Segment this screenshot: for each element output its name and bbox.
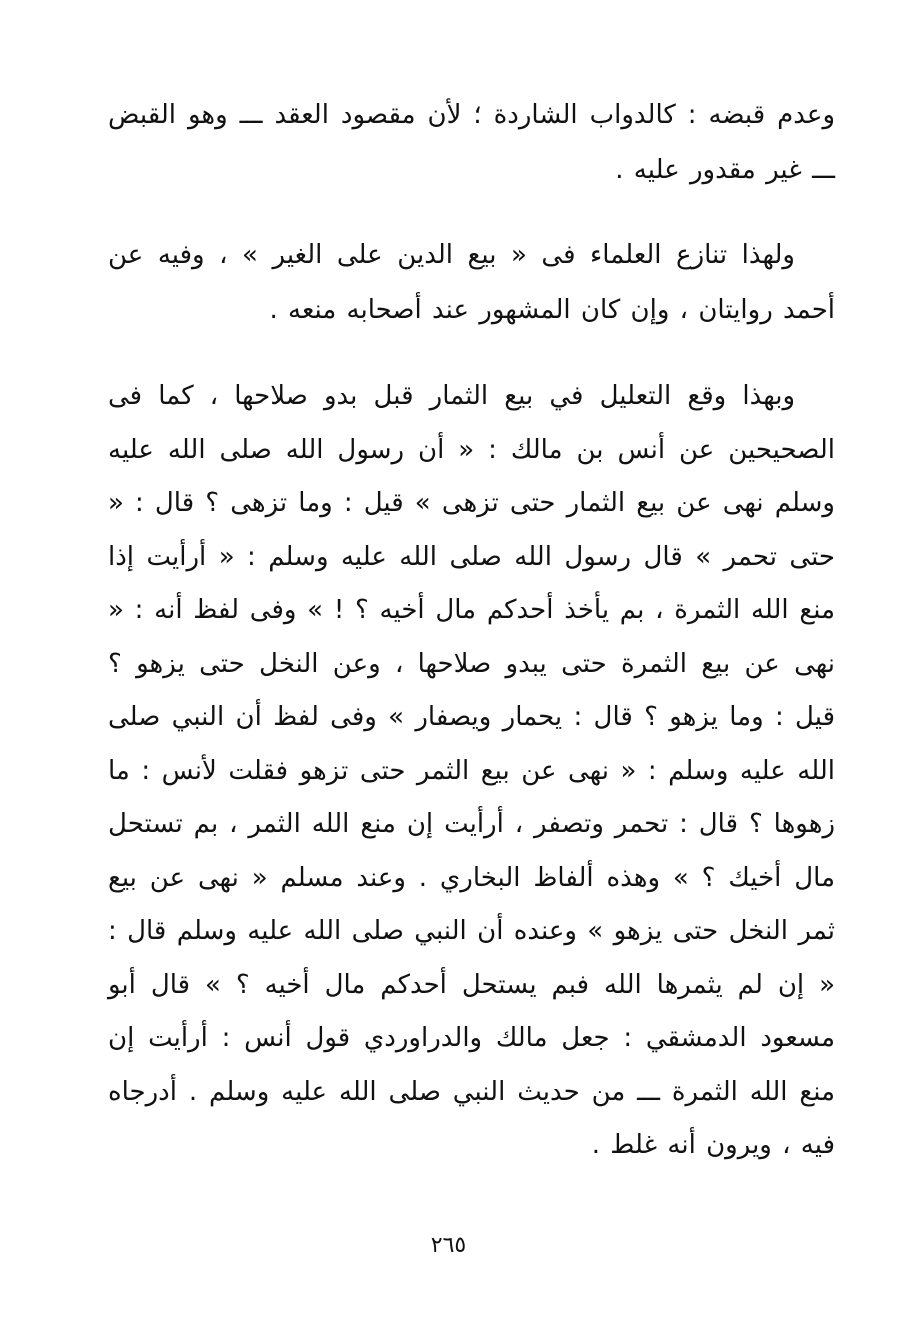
paragraph-1: وعدم قبضه : كالدواب الشاردة ؛ لأن مقصود العقد ـــ وهو القبض ـــ غير مقدور عليه . [108, 100, 835, 185]
page-number: ٢٦٥ [430, 1233, 467, 1258]
paragraph-2: ولهذا تنازع العلماء فى « بيع الدين على الغير » ، وفيه عن أحمد روايتان ، وإن كان المشهور عند أصحابه منعه . [108, 240, 835, 325]
paragraph-3: وبهذا وقع التعليل في بيع الثمار قبل بدو صلاحها ، كما فى الصحيحين عن أنس بن مالك : « أن رسول الله صلى الله عليه وسلم نهى عن بيع الثمار حتى تزهى » قيل : وما تزهى ؟ قال : « حتى تحمر » قال رسول الله صلى الله عليه وسلم : « أرأيت إذا منع الله الثمرة ، بم يأخذ أحدكم مال أخيه ؟ ! » وفى لفظ أنه : « نهى عن بيع الثمرة حتى يبدو صلاحها ، وعن النخل حتى يزهو ؟ قيل : وما يزهو ؟ قال : يحمار ويصفار » وفى لفظ أن النبي صلى الله عليه وسلم : « نهى عن بيع الثمر حتى تزهو فقلت لأنس : ما زهوها ؟ قال : تحمر وتصفر ، أرأيت إن منع الله الثمر ، بم تستحل مال أخيك ؟ » وهذه ألفاظ البخاري . وعند مسلم « نهى عن بيع ثمر النخل حتى يزهو » وعنده أن النبي صلى الله عليه وسلم قال : « إن لم يثمرها الله فبم يستحل أحدكم مال أخيه ؟ » قال أبو مسعود الدمشقي : جعل مالك والدراوردي قول أنس : أرأيت إن منع الله الثمرة ـــ من حديث النبي صلى الله عليه وسلم . أدرجاه فيه ، ويرون أنه غلط . [108, 381, 835, 1160]
